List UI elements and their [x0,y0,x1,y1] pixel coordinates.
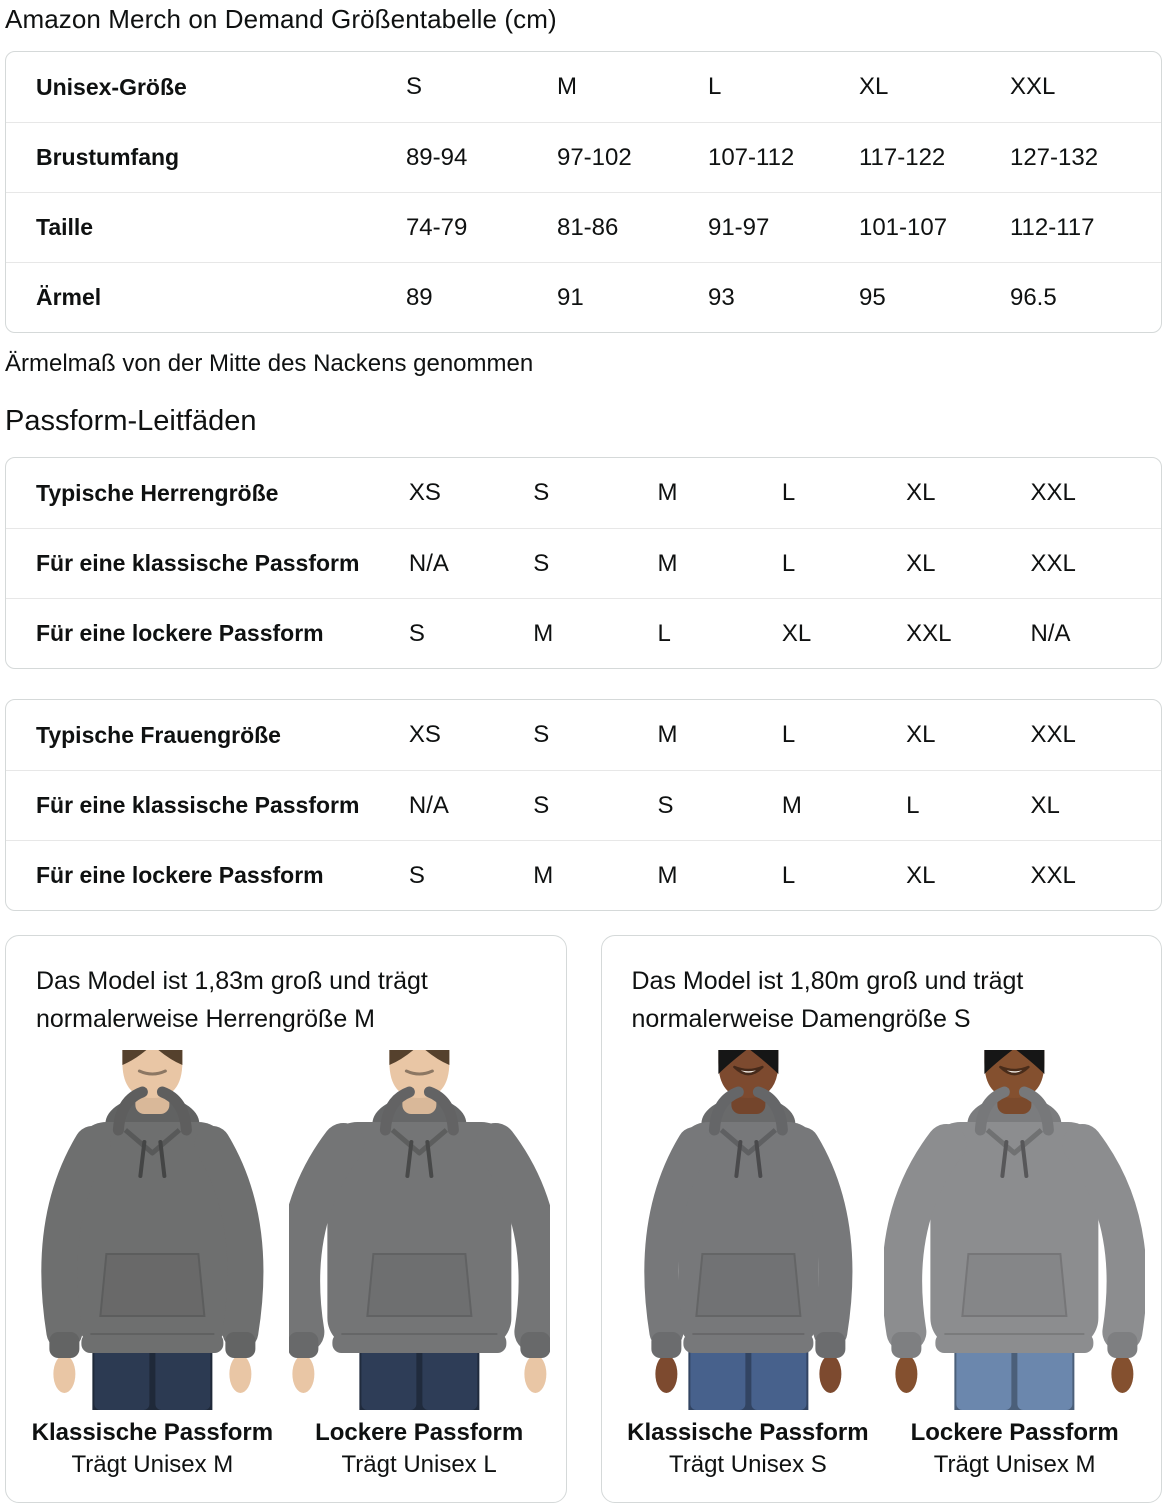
table-cell: S [533,721,550,748]
model-figure-classic-male [22,1050,283,1482]
table-row [6,840,1161,910]
model-figure-classic-female [618,1050,879,1482]
table-cell: S [657,791,674,819]
table-cell: M [781,791,802,819]
mens-model-figures [22,1050,550,1482]
table-cell: XS [408,721,441,748]
table-row [6,770,1161,840]
table-cell: 107-112 [707,143,795,171]
row-label: Typische Frauengröße [36,721,281,748]
page-title: Amazon Merch on Demand Größentabelle (cm) [5,4,557,34]
row-label: Taille [36,214,94,240]
model-cards [5,935,1162,1503]
row-label: Für eine klassische Passform [36,792,360,818]
table-cell: S [533,791,550,819]
table-cell: M [556,73,577,100]
table-cell: XL [906,861,936,889]
table-row [6,52,1161,122]
table-cell: 93 [707,283,735,311]
womens-fit-table [5,699,1162,911]
model-photo-loose-female [884,1050,1145,1410]
size-chart-page [0,4,1167,1503]
table-cell: XS [408,479,441,506]
table-cell: N/A [408,791,449,819]
table-cell: L [906,791,920,819]
table-cell: 97-102 [556,143,632,171]
table-cell: 74-79 [405,213,468,241]
figure-caption [627,1418,868,1482]
table-cell: XL [781,619,812,647]
fit-caption: Klassische Passform [627,1419,869,1446]
table-cell: L [707,73,722,100]
table-cell: M [533,619,554,647]
table-cell: M [657,549,678,577]
table-cell: XXL [1030,479,1076,506]
worn-size-caption: Trägt Unisex S [668,1451,827,1478]
table-cell: L [657,619,671,647]
table-cell: XL [906,721,936,748]
mens-model-card [5,935,567,1503]
womens-model-figures [618,1050,1146,1482]
table-row [6,700,1161,770]
table-cell: L [781,861,796,889]
table-cell: XXL [906,619,952,647]
row-label: Unisex-Größe [36,73,187,100]
table-cell: L [781,549,796,577]
table-cell: 117-122 [858,143,946,171]
fit-caption: Lockere Passform [315,1419,524,1446]
model-photo-classic-female [618,1050,879,1410]
table-cell: 101-107 [858,213,948,241]
row-label: Für eine klassische Passform [36,550,360,576]
figure-caption [911,1418,1119,1482]
table-cell: XXL [1030,549,1076,577]
fit-guides-heading: Passform-Leitfäden [5,405,257,437]
table-cell: XL [906,479,936,506]
table-cell: L [781,721,796,748]
row-label: Für eine lockere Passform [36,862,324,888]
table-cell: 112-117 [1009,213,1095,241]
table-cell: S [533,549,550,577]
table-cell: XXL [1030,861,1076,889]
table-cell: S [405,73,422,100]
table-cell: M [657,861,678,889]
table-cell: S [408,619,425,647]
table-cell: M [657,721,678,748]
table-cell: 127-132 [1009,143,1099,171]
mens-model-description: Das Model ist 1,83m groß und trägt normalerweise Herrengröße M [36,967,428,1033]
table-cell: 89-94 [405,143,468,171]
table-cell: S [408,861,425,889]
table-row [6,458,1161,528]
table-cell: XL [1030,791,1060,819]
figure-caption [315,1418,523,1482]
row-label: Für eine lockere Passform [36,620,324,646]
table-cell: S [533,479,550,506]
worn-size-caption: Trägt Unisex M [71,1451,234,1478]
table-cell: L [781,479,796,506]
table-cell: N/A [408,549,449,577]
unisex-size-table [5,51,1162,333]
table-row [6,262,1161,332]
sleeve-measure-note: Ärmelmaß von der Mitte des Nackens genommen [5,350,534,377]
row-label: Ärmel [36,284,102,310]
model-photo-loose-male [289,1050,550,1410]
womens-model-description: Das Model ist 1,80m groß und trägt normalerweise Damengröße S [631,967,1024,1033]
row-label: Typische Herrengröße [36,479,279,506]
mens-fit-table [5,457,1162,669]
table-cell: 91-97 [707,213,770,241]
table-row [6,122,1161,192]
table-cell: 89 [405,283,433,311]
table-cell: 91 [556,283,584,311]
table-row [6,528,1161,598]
model-figure-loose-male [289,1050,550,1482]
table-cell: M [657,479,678,506]
table-cell: 95 [858,283,886,311]
worn-size-caption: Trägt Unisex L [341,1451,497,1478]
table-cell: XL [906,549,936,577]
table-cell: XL [858,73,889,100]
womens-model-card [601,935,1163,1503]
table-cell: 81-86 [556,213,619,241]
table-row [6,192,1161,262]
figure-caption [32,1418,273,1482]
table-cell: XXL [1009,73,1056,100]
table-row [6,598,1161,668]
table-cell: 96.5 [1009,283,1057,311]
table-cell: M [533,861,554,889]
row-label: Brustumfang [36,144,180,170]
table-cell: N/A [1030,619,1071,647]
fit-caption: Klassische Passform [31,1419,274,1446]
table-cell: XXL [1030,721,1076,748]
model-figure-loose-female [884,1050,1145,1482]
model-photo-classic-male [22,1050,283,1410]
fit-caption: Lockere Passform [910,1419,1119,1446]
worn-size-caption: Trägt Unisex M [933,1451,1096,1478]
